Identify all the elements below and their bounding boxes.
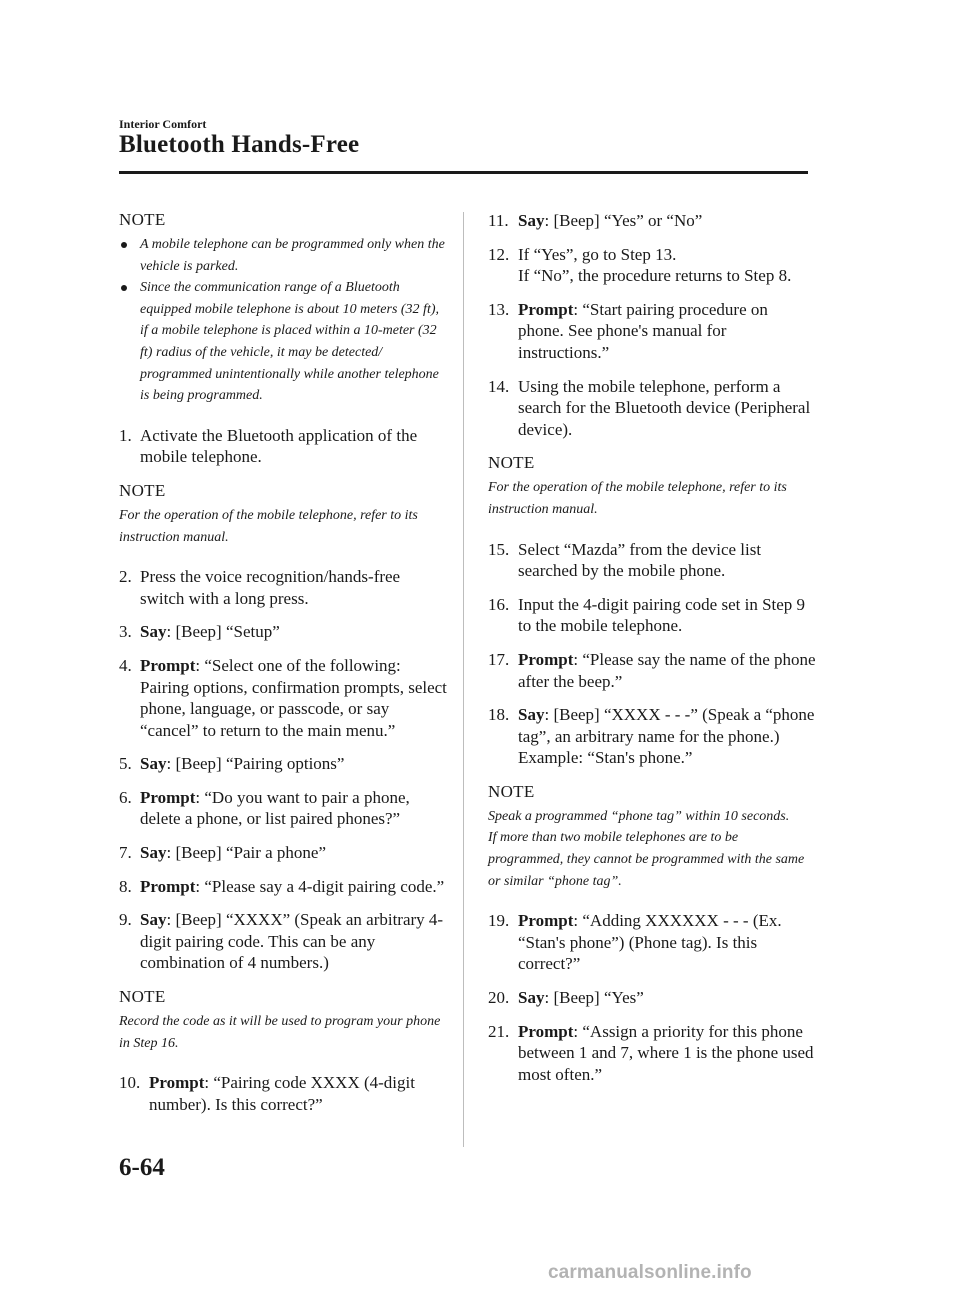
step-1 bbox=[119, 425, 447, 468]
step-19 bbox=[488, 910, 816, 975]
step-number: 8. bbox=[119, 876, 132, 896]
step-label: Say bbox=[140, 910, 167, 930]
note-heading: NOTE bbox=[119, 987, 166, 1007]
step-label: Say bbox=[518, 211, 545, 230]
step-9 bbox=[119, 909, 447, 974]
step-text: : “Please say a 4-digit pairing code.” bbox=[195, 876, 445, 896]
step-number: 5. bbox=[119, 754, 132, 774]
step-7 bbox=[119, 842, 447, 864]
column-divider bbox=[463, 212, 464, 1147]
step-text: : “Please say the name of the phone after the beep.” bbox=[518, 649, 816, 691]
step-number: 16. bbox=[488, 594, 510, 614]
step-15 bbox=[488, 539, 816, 582]
step-example: Example: “Stan's phone.” bbox=[518, 748, 693, 768]
step-label: Prompt bbox=[518, 649, 574, 669]
step-number: 17. bbox=[488, 649, 510, 669]
note-text: If more than two mobile telephones are to be programmed, they cannot be programmed with the same or similar “phone tag”. bbox=[488, 830, 805, 889]
page-title: Bluetooth Hands-Free bbox=[119, 131, 360, 158]
step-text: : “Adding XXXXXX - - - (Ex. “Stan's phone”) (Phone tag). Is this correct?” bbox=[518, 911, 782, 974]
step-8 bbox=[119, 876, 447, 898]
step-10 bbox=[119, 1072, 447, 1115]
step-text: : [Beep] “Yes” or “No” bbox=[544, 211, 703, 230]
step-label: Say bbox=[518, 705, 545, 725]
step-11 bbox=[488, 210, 816, 232]
bullet-dot-icon bbox=[121, 242, 127, 248]
note-text: Record the code as it will be used to program your phone in Step 16. bbox=[119, 1014, 441, 1051]
step-text: : [Beep] “Setup” bbox=[166, 622, 280, 642]
note-heading: NOTE bbox=[119, 480, 166, 500]
bullet-dot-icon bbox=[121, 285, 127, 291]
step-label: Prompt bbox=[518, 299, 574, 319]
step-text: : [Beep] “Yes” bbox=[544, 988, 644, 1008]
step-12 bbox=[488, 244, 816, 287]
step-number: 19. bbox=[488, 911, 510, 931]
step-text: : [Beep] “XXXX” (Speak an arbitrary 4-digit pairing code. This can be any combination of 4 numbers.) bbox=[140, 910, 444, 973]
step-label: Prompt bbox=[149, 1073, 205, 1093]
step-18 bbox=[488, 704, 816, 769]
step-text: If “No”, the procedure returns to Step 8. bbox=[518, 266, 792, 286]
step-text: : [Beep] “Pair a phone” bbox=[166, 843, 327, 863]
page-number: 6-64 bbox=[119, 1154, 165, 1181]
step-number: 3. bbox=[119, 622, 132, 642]
note-heading: NOTE bbox=[488, 781, 535, 801]
step-number: 10. bbox=[119, 1073, 141, 1093]
step-label: Say bbox=[518, 988, 545, 1008]
step-text: Activate the Bluetooth application of the mobile telephone. bbox=[140, 425, 418, 467]
step-text: : “Pairing code XXXX (4-digit number). Is this correct?” bbox=[149, 1073, 415, 1114]
step-number: 14. bbox=[488, 376, 510, 396]
step-label: Say bbox=[140, 622, 167, 642]
step-6 bbox=[119, 787, 447, 830]
step-number: 18. bbox=[488, 705, 510, 725]
step-text: : [Beep] “XXXX - - -” (Speak a “phone tag”, an arbitrary name for the phone.) bbox=[518, 705, 815, 746]
step-text: : “Do you want to pair a phone, delete a phone, or list paired phones?” bbox=[140, 787, 410, 829]
note-bullet-text: Since the communication range of a Bluetooth equipped mobile telephone is about 10 meters (32 ft), if a mobile telephone is placed within a 10-meter (32 ft) radius of the vehicle, it may be detected/ programmed unintentionally while another telephone is being programmed. bbox=[140, 280, 439, 404]
step-14 bbox=[488, 376, 816, 441]
note-bullet-text: A mobile telephone can be programmed only when the vehicle is parked. bbox=[140, 237, 445, 274]
watermark-link[interactable]: carmanualsonline.info bbox=[548, 1262, 752, 1283]
step-number: 1. bbox=[119, 425, 132, 445]
note-bullet bbox=[119, 234, 447, 277]
step-text: Select “Mazda” from the device list searched by the mobile phone. bbox=[518, 539, 762, 581]
step-16 bbox=[488, 594, 816, 637]
step-label: Say bbox=[140, 843, 167, 863]
step-number: 12. bbox=[488, 244, 510, 264]
step-label: Say bbox=[140, 754, 167, 774]
step-3 bbox=[119, 621, 447, 643]
note-heading: NOTE bbox=[488, 453, 535, 473]
step-text: If “Yes”, go to Step 13. bbox=[518, 244, 677, 264]
step-text: : “Assign a priority for this phone between 1 and 7, where 1 is the phone used most often.” bbox=[518, 1021, 814, 1084]
step-number: 13. bbox=[488, 299, 510, 319]
title-rule bbox=[119, 171, 808, 174]
step-label: Prompt bbox=[518, 911, 574, 931]
left-column bbox=[119, 210, 447, 1115]
step-13 bbox=[488, 299, 816, 364]
step-number: 7. bbox=[119, 843, 132, 863]
step-text: : “Select one of the following: Pairing options, confirmation prompts, select phone, language, or passcode, or say “cancel” to return to the main menu.” bbox=[140, 655, 447, 740]
step-number: 15. bbox=[488, 539, 510, 559]
step-text: Using the mobile telephone, perform a search for the Bluetooth device (Peripheral device). bbox=[518, 376, 811, 439]
note-bullet bbox=[119, 277, 447, 407]
step-2 bbox=[119, 566, 447, 609]
right-column bbox=[488, 210, 816, 1085]
step-number: 21. bbox=[488, 1021, 510, 1041]
step-number: 4. bbox=[119, 655, 132, 675]
step-text: : “Start pairing procedure on phone. See phone's manual for instructions.” bbox=[518, 299, 768, 362]
step-label: Prompt bbox=[140, 787, 196, 807]
note-text: For the operation of the mobile telephone, refer to its instruction manual. bbox=[488, 480, 787, 517]
step-label: Prompt bbox=[140, 876, 196, 896]
note-text: For the operation of the mobile telephone, refer to its instruction manual. bbox=[119, 507, 418, 545]
step-number: 20. bbox=[488, 988, 510, 1008]
step-label: Prompt bbox=[140, 655, 196, 675]
step-text: Input the 4-digit pairing code set in Step 9 to the mobile telephone. bbox=[518, 594, 806, 636]
step-label: Prompt bbox=[518, 1021, 574, 1041]
step-21 bbox=[488, 1021, 816, 1086]
step-17 bbox=[488, 649, 816, 692]
step-20 bbox=[488, 987, 816, 1009]
step-number: 2. bbox=[119, 567, 132, 587]
step-text: Press the voice recognition/hands-free switch with a long press. bbox=[140, 567, 401, 608]
note-heading: NOTE bbox=[119, 210, 166, 229]
step-4 bbox=[119, 655, 447, 741]
step-text: : [Beep] “Pairing options” bbox=[166, 754, 345, 774]
note-text: Speak a programmed “phone tag” within 10 seconds. bbox=[488, 808, 790, 824]
step-number: 11. bbox=[488, 211, 509, 230]
step-5 bbox=[119, 753, 447, 775]
step-number: 9. bbox=[119, 910, 132, 930]
section-label: Interior Comfort bbox=[119, 117, 207, 131]
step-number: 6. bbox=[119, 787, 132, 807]
